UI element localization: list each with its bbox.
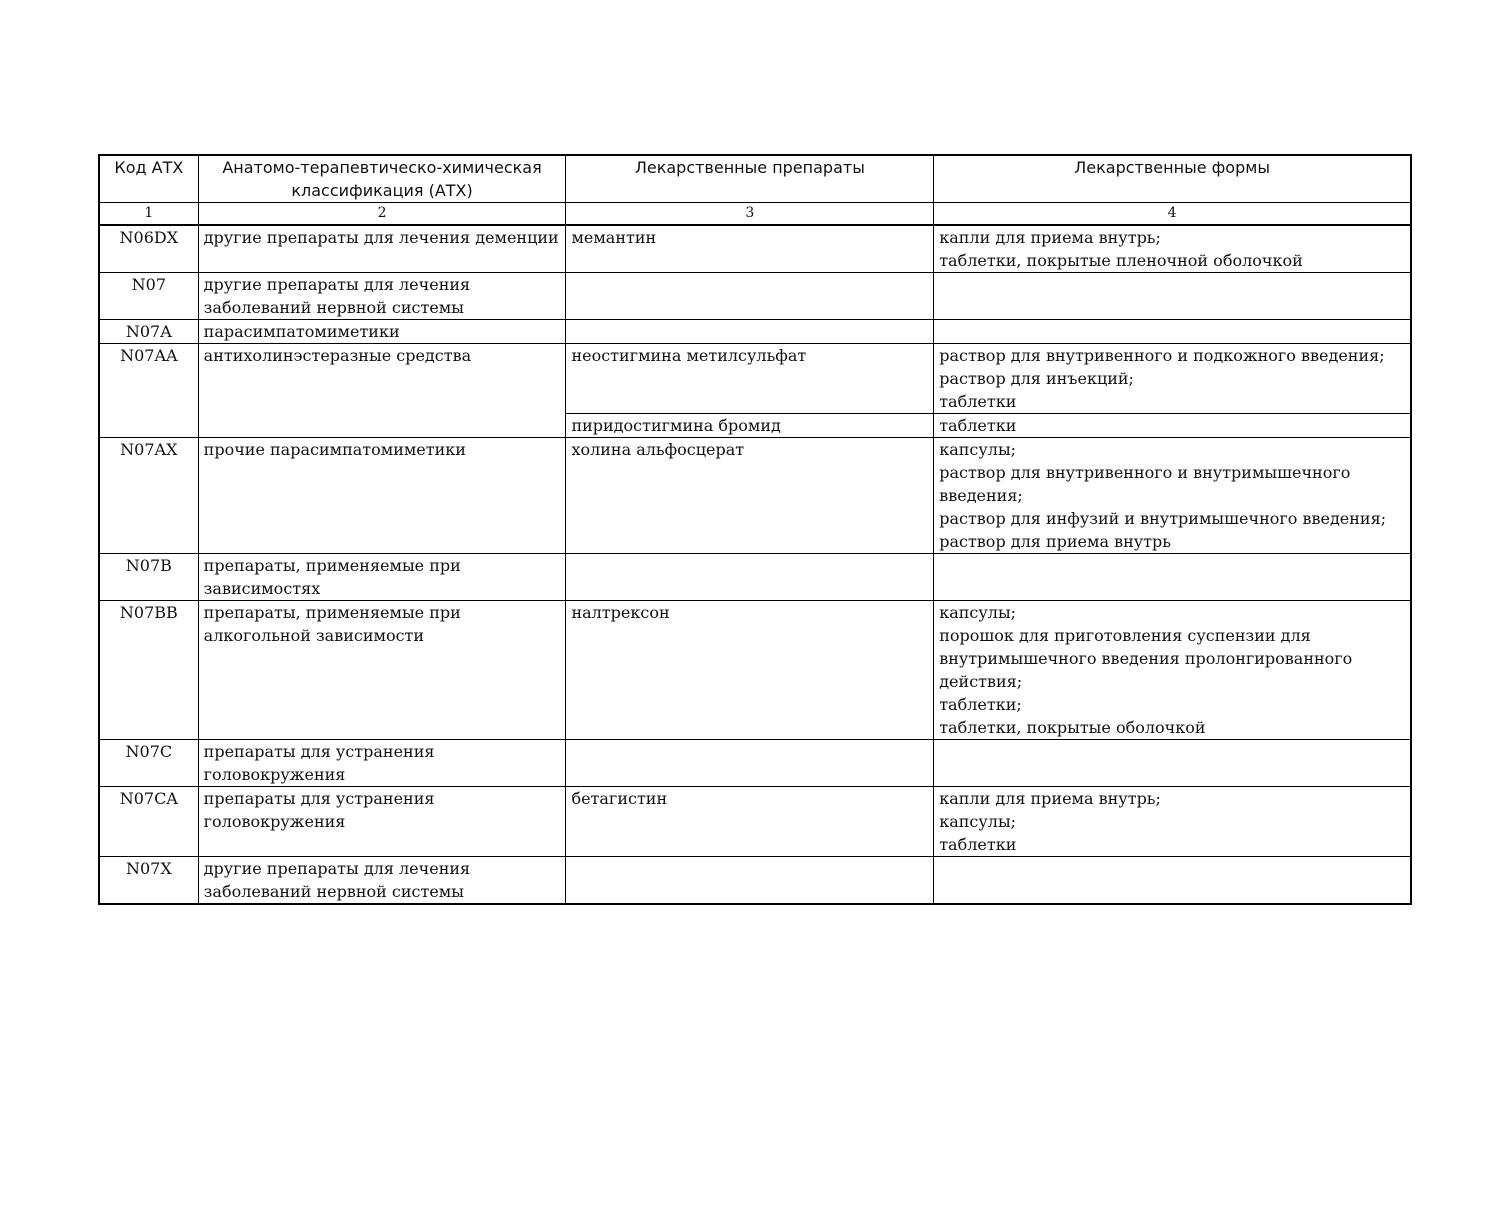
drug-name [566,857,934,905]
atx-code: N07B [99,554,198,601]
dosage-form-line: раствор для внутривенного и внутримышечного [939,463,1351,482]
dosage-forms [934,857,1411,905]
dosage-form-line: капсулы; [939,440,1017,459]
table-row [99,554,1411,601]
table-row [99,601,1411,740]
classification-line: препараты для устранения [203,789,435,808]
atx-code: N07A [99,320,198,344]
drug-name: налтрексон [566,601,934,740]
column-number-row [99,203,1411,226]
drug-name: мемантин [566,225,934,273]
drug-name: холина альфосцерат [566,438,934,554]
classification-line: алкогольной зависимости [203,626,425,645]
header-forms: Лекарственные формы [934,155,1411,203]
classification-line: заболеваний нервной системы [203,882,464,901]
drug-name [566,740,934,787]
header-drugs: Лекарственные препараты [566,155,934,203]
drug-name [566,273,934,320]
atx-classification [198,857,566,905]
classification-line: зависимостях [203,579,321,598]
drug-name: бетагистин [566,787,934,857]
atx-code: N07 [99,273,198,320]
atx-code: N07CA [99,787,198,857]
column-number: 3 [566,203,934,226]
column-number: 2 [198,203,566,226]
column-number: 4 [934,203,1411,226]
dosage-forms [934,787,1411,857]
table-row [99,320,1411,344]
atx-code: N07X [99,857,198,905]
table-row [99,740,1411,787]
table-row [99,225,1411,273]
dosage-form-line: раствор для внутривенного и подкожного введения; [939,346,1385,365]
classification-line: антихолинэстеразные средства [203,346,472,365]
dosage-forms [934,273,1411,320]
classification-line: другие препараты для лечения деменции [203,228,559,247]
dosage-form-line: капли для приема внутрь; [939,789,1161,808]
dosage-form-line: капсулы; [939,603,1017,622]
table-row [99,438,1411,554]
dosage-form-line: раствор для инфузий и внутримышечного введения; [939,509,1387,528]
drug-name: неостигмина метилсульфат [566,344,934,414]
atx-classification [198,554,566,601]
dosage-forms [934,344,1411,414]
classification-line: заболеваний нервной системы [203,298,464,317]
dosage-form-line: порошок для приготовления суспензии для [939,626,1311,645]
dosage-form-line: таблетки [939,835,1017,854]
header-classification [198,155,566,203]
dosage-form-line: внутримышечного введения пролонгированного [939,649,1353,668]
classification-line: препараты, применяемые при [203,556,461,575]
atx-classification [198,740,566,787]
classification-line: другие препараты для лечения [203,859,471,878]
classification-line: парасимпатомиметики [203,322,400,341]
classification-line: препараты, применяемые при [203,603,461,622]
atx-code: N07AA [99,344,198,438]
atx-code: N07BB [99,601,198,740]
atx-code: N07AX [99,438,198,554]
atx-table [98,154,1412,905]
column-number: 1 [99,203,198,226]
dosage-forms [934,554,1411,601]
header-code: Код АТХ [99,155,198,203]
table-row [99,857,1411,905]
table-header [99,155,1411,225]
atx-classification [198,787,566,857]
dosage-form-line: таблетки, покрытые пленочной оболочкой [939,251,1303,270]
dosage-form-line: введения; [939,486,1023,505]
classification-line: препараты для устранения [203,742,435,761]
atx-code: N07C [99,740,198,787]
dosage-forms [934,601,1411,740]
classification-line: другие препараты для лечения [203,275,471,294]
dosage-form-line: раствор для приема внутрь [939,532,1171,551]
atx-classification [198,344,566,438]
dosage-form-line: таблетки [939,416,1017,435]
dosage-forms [934,414,1411,438]
dosage-form-line: капсулы; [939,812,1017,831]
dosage-form-line: капли для приема внутрь; [939,228,1161,247]
atx-code: N06DX [99,225,198,273]
dosage-form-line: таблетки [939,392,1017,411]
table-body [99,225,1411,904]
dosage-form-line: раствор для инъекций; [939,369,1134,388]
dosage-form-line: таблетки, покрытые оболочкой [939,718,1206,737]
header-classification-line1: Анатомо-терапевтическо-химическая [222,158,542,177]
atx-classification [198,225,566,273]
drug-name [566,320,934,344]
atx-classification [198,273,566,320]
dosage-forms [934,320,1411,344]
classification-line: головокружения [203,812,346,831]
table-row [99,787,1411,857]
table-row [99,344,1411,414]
dosage-forms [934,225,1411,273]
dosage-forms [934,438,1411,554]
dosage-forms [934,740,1411,787]
dosage-form-line: действия; [939,672,1023,691]
header-classification-line2: классификация (АТХ) [291,181,473,200]
atx-classification [198,320,566,344]
atx-classification [198,438,566,554]
drug-name [566,554,934,601]
dosage-form-line: таблетки; [939,695,1022,714]
table-row [99,273,1411,320]
drug-name: пиридостигмина бромид [566,414,934,438]
classification-line: прочие парасимпатомиметики [203,440,466,459]
atx-classification [198,601,566,740]
classification-line: головокружения [203,765,346,784]
